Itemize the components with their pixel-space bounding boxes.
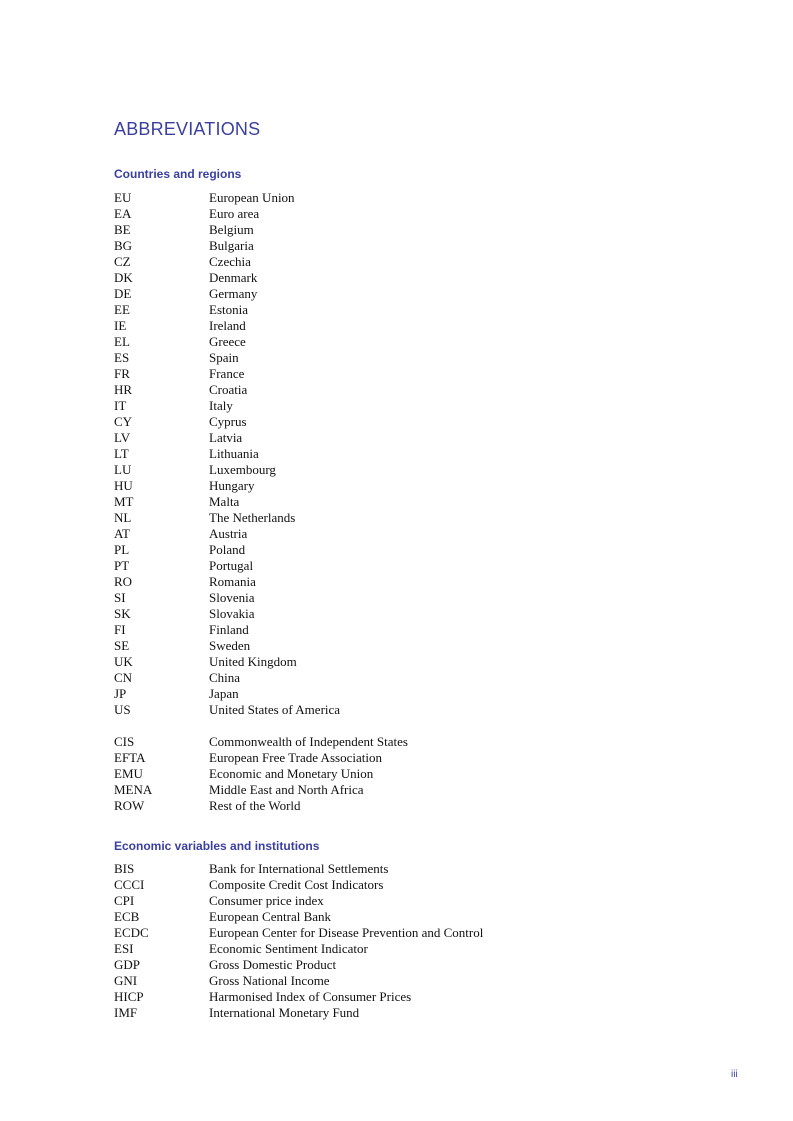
abbreviation-code: BIS — [114, 861, 135, 876]
abbreviation-row — [114, 206, 340, 222]
abbreviation-code: EE — [114, 302, 130, 317]
abbreviation-code: PL — [114, 542, 130, 557]
abbreviation-row — [114, 318, 340, 334]
abbreviation-row — [114, 877, 483, 893]
abbreviation-row — [114, 909, 483, 925]
abbreviation-description: Gross Domestic Product — [209, 957, 337, 972]
abbreviation-row — [114, 494, 340, 510]
abbreviation-code: AT — [114, 526, 130, 541]
abbreviation-code: ROW — [114, 798, 145, 813]
abbreviation-row — [114, 462, 340, 478]
abbreviation-code: LV — [114, 430, 131, 445]
abbreviation-row — [114, 590, 340, 606]
abbreviation-code: MENA — [114, 782, 153, 797]
abbreviation-row — [114, 973, 483, 989]
abbreviation-code: DK — [114, 270, 133, 285]
abbreviation-description: Italy — [209, 398, 233, 413]
abbreviation-description: Cyprus — [209, 414, 247, 429]
section-heading-countries: Countries and regions — [114, 167, 242, 181]
abbreviation-code: JP — [114, 686, 127, 701]
abbreviation-code: SI — [114, 590, 126, 605]
abbreviation-row — [114, 478, 340, 494]
abbreviation-description: Ireland — [209, 318, 246, 333]
abbreviation-row — [114, 398, 340, 414]
abbreviation-description: Bank for International Settlements — [209, 861, 389, 876]
abbreviation-description: Consumer price index — [209, 893, 324, 908]
abbreviation-row — [114, 222, 340, 238]
abbreviation-row — [114, 334, 340, 350]
abbreviation-code: CN — [114, 670, 133, 685]
abbreviation-code: EU — [114, 190, 132, 205]
abbreviation-row — [114, 941, 483, 957]
abbreviation-description: Belgium — [209, 222, 254, 237]
abbreviation-code: GNI — [114, 973, 138, 988]
abbreviation-row — [114, 510, 340, 526]
abbreviation-row — [114, 350, 340, 366]
abbreviation-row — [114, 238, 340, 254]
abbreviation-row — [114, 989, 483, 1005]
abbreviation-code: NL — [114, 510, 132, 525]
abbreviation-code: ES — [114, 350, 130, 365]
abbreviation-row — [114, 542, 340, 558]
abbreviation-description: Lithuania — [209, 446, 259, 461]
abbreviation-code: HR — [114, 382, 133, 397]
abbreviation-code: EA — [114, 206, 132, 221]
abbreviation-code: BE — [114, 222, 131, 237]
abbreviation-description: Middle East and North Africa — [209, 782, 364, 797]
abbreviation-code: ECB — [114, 909, 140, 924]
abbreviation-list-countries — [114, 190, 340, 718]
abbreviation-description: Greece — [209, 334, 246, 349]
abbreviation-description: Poland — [209, 542, 246, 557]
abbreviation-row — [114, 670, 340, 686]
abbreviation-description: France — [209, 366, 245, 381]
abbreviation-row — [114, 861, 483, 877]
abbreviation-row — [114, 270, 340, 286]
abbreviation-code: UK — [114, 654, 133, 669]
abbreviation-code: IT — [114, 398, 127, 413]
abbreviation-description: Croatia — [209, 382, 248, 397]
abbreviation-code: CY — [114, 414, 133, 429]
abbreviation-description: Spain — [209, 350, 239, 365]
abbreviation-code: CCCI — [114, 877, 145, 892]
abbreviation-description: Commonwealth of Independent States — [209, 734, 408, 749]
abbreviation-description: Gross National Income — [209, 973, 330, 988]
abbreviation-description: Luxembourg — [209, 462, 276, 477]
abbreviation-code: HU — [114, 478, 133, 493]
abbreviation-row — [114, 798, 408, 814]
abbreviation-code: BG — [114, 238, 133, 253]
abbreviation-code: IE — [114, 318, 127, 333]
abbreviation-description: Slovakia — [209, 606, 255, 621]
abbreviation-row — [114, 286, 340, 302]
abbreviation-description: International Monetary Fund — [209, 1005, 360, 1020]
abbreviation-description: The Netherlands — [209, 510, 296, 525]
abbreviation-row — [114, 558, 340, 574]
abbreviation-code: PT — [114, 558, 130, 573]
abbreviation-description: Hungary — [209, 478, 255, 493]
abbreviation-description: Romania — [209, 574, 256, 589]
abbreviation-description: United Kingdom — [209, 654, 297, 669]
section-heading-economic: Economic variables and institutions — [114, 839, 320, 853]
abbreviation-list-regions — [114, 734, 408, 814]
abbreviation-description: Czechia — [209, 254, 251, 269]
abbreviation-row — [114, 750, 408, 766]
abbreviation-description: Estonia — [209, 302, 248, 317]
abbreviation-row — [114, 686, 340, 702]
abbreviation-row — [114, 302, 340, 318]
abbreviation-description: Finland — [209, 622, 249, 637]
abbreviation-row — [114, 414, 340, 430]
abbreviation-description: Sweden — [209, 638, 251, 653]
abbreviation-code: FI — [114, 622, 126, 637]
abbreviation-description: Rest of the World — [209, 798, 301, 813]
abbreviation-row — [114, 654, 340, 670]
abbreviation-code: CIS — [114, 734, 135, 749]
abbreviation-description: European Center for Disease Prevention and Control — [209, 925, 484, 940]
abbreviation-code: US — [114, 702, 131, 717]
abbreviation-code: CZ — [114, 254, 131, 269]
abbreviation-code: CPI — [114, 893, 135, 908]
abbreviation-code: SK — [114, 606, 131, 621]
abbreviation-code: FR — [114, 366, 130, 381]
abbreviation-description: China — [209, 670, 241, 685]
abbreviation-description: Economic Sentiment Indicator — [209, 941, 368, 956]
abbreviation-row — [114, 606, 340, 622]
abbreviation-code: EMU — [114, 766, 143, 781]
abbreviation-description: European Free Trade Association — [209, 750, 382, 765]
abbreviation-row — [114, 782, 408, 798]
abbreviation-row — [114, 382, 340, 398]
abbreviation-description: Latvia — [209, 430, 243, 445]
abbreviation-code: HICP — [114, 989, 144, 1004]
abbreviation-row — [114, 526, 340, 542]
abbreviation-code: MT — [114, 494, 134, 509]
abbreviation-row — [114, 1005, 483, 1021]
page-number: iii — [731, 1069, 738, 1080]
abbreviation-description: Harmonised Index of Consumer Prices — [209, 989, 412, 1004]
abbreviation-description: Germany — [209, 286, 258, 301]
abbreviation-row — [114, 254, 340, 270]
abbreviation-description: Composite Credit Cost Indicators — [209, 877, 384, 892]
abbreviation-code: GDP — [114, 957, 141, 972]
abbreviation-row — [114, 893, 483, 909]
abbreviation-row — [114, 366, 340, 382]
abbreviation-description: Bulgaria — [209, 238, 254, 253]
abbreviation-code: ESI — [114, 941, 134, 956]
abbreviation-row — [114, 638, 340, 654]
abbreviation-description: Malta — [209, 494, 240, 509]
abbreviation-code: SE — [114, 638, 130, 653]
abbreviation-row — [114, 622, 340, 638]
abbreviation-description: United States of America — [209, 702, 341, 717]
abbreviation-row — [114, 190, 340, 206]
abbreviation-row — [114, 766, 408, 782]
abbreviation-row — [114, 702, 340, 718]
abbreviation-code: DE — [114, 286, 132, 301]
abbreviation-description: Denmark — [209, 270, 258, 285]
abbreviation-description: Economic and Monetary Union — [209, 766, 374, 781]
abbreviation-row — [114, 957, 483, 973]
abbreviation-description: European Union — [209, 190, 295, 205]
abbreviation-row — [114, 574, 340, 590]
abbreviation-code: ECDC — [114, 925, 149, 940]
abbreviation-code: EFTA — [114, 750, 146, 765]
abbreviation-code: IMF — [114, 1005, 138, 1020]
abbreviation-description: Slovenia — [209, 590, 255, 605]
abbreviation-row — [114, 734, 408, 750]
page-title: ABBREVIATIONS — [114, 119, 261, 139]
abbreviation-row — [114, 925, 483, 941]
abbreviation-description: Austria — [209, 526, 248, 541]
abbreviation-description: Portugal — [209, 558, 254, 573]
abbreviation-code: EL — [114, 334, 130, 349]
abbreviation-code: LU — [114, 462, 132, 477]
abbreviation-row — [114, 430, 340, 446]
abbreviation-row — [114, 446, 340, 462]
abbreviation-code: RO — [114, 574, 133, 589]
abbreviation-description: Euro area — [209, 206, 260, 221]
abbreviation-description: European Central Bank — [209, 909, 332, 924]
abbreviation-list-economic — [114, 861, 483, 1021]
abbreviation-description: Japan — [209, 686, 239, 701]
abbreviation-code: LT — [114, 446, 129, 461]
